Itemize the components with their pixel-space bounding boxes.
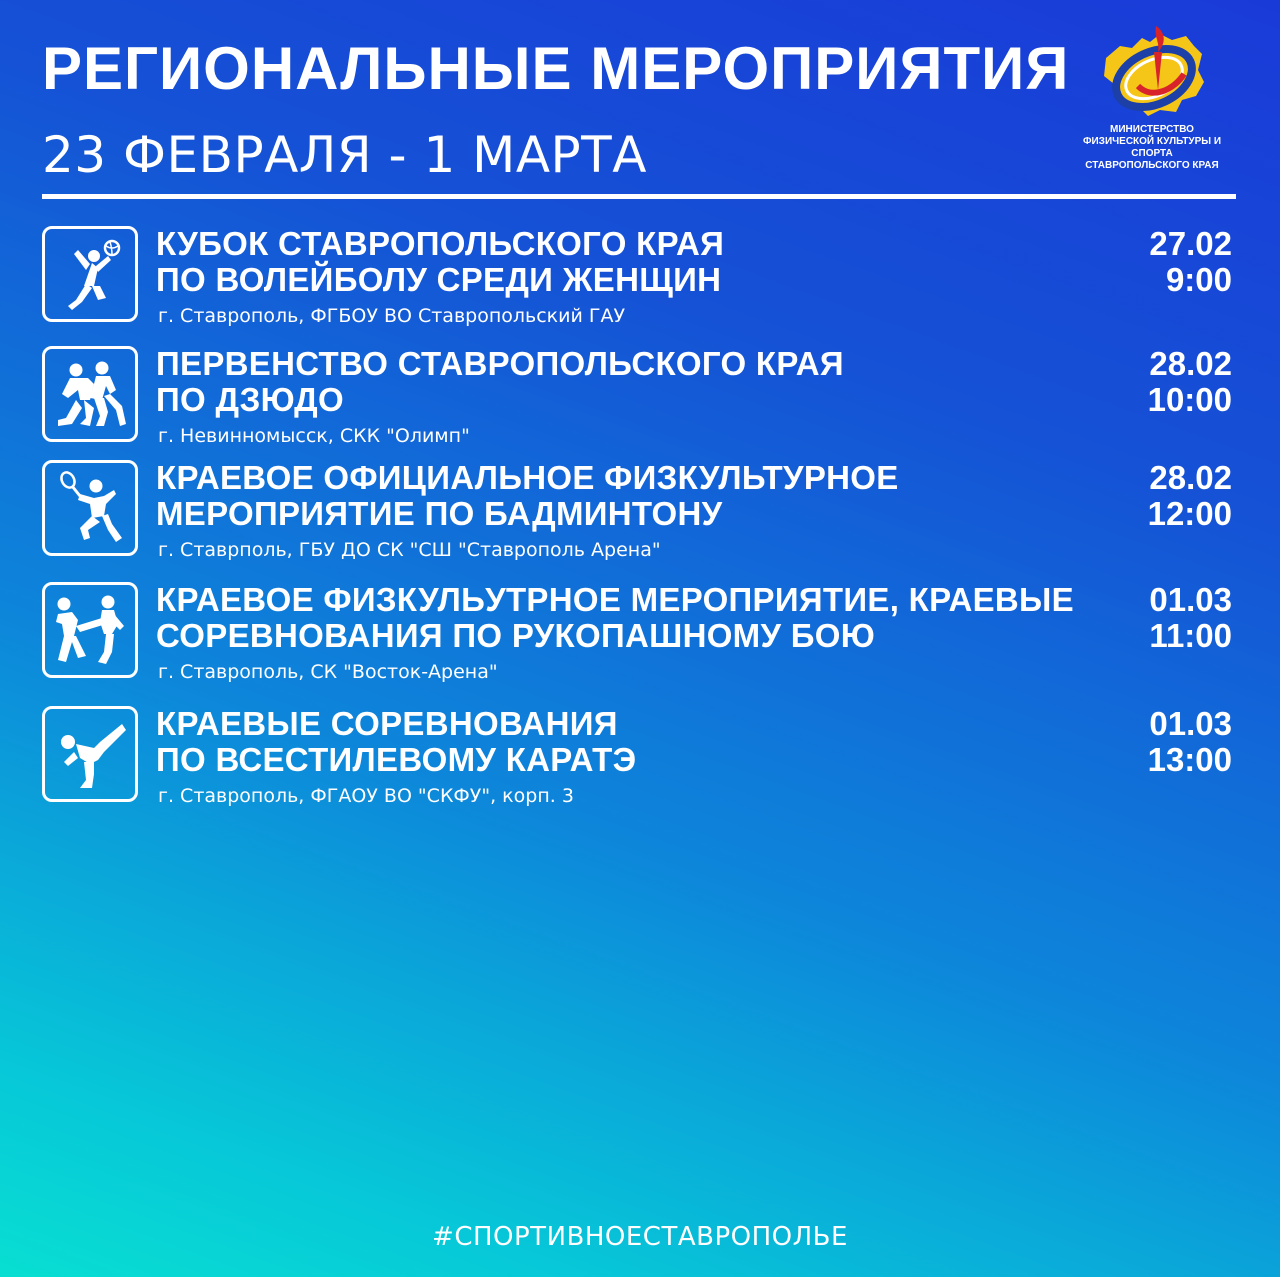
event-place: г. Ставрполь, ГБУ ДО СК "СШ "Ставрополь Арена": [158, 539, 661, 561]
event-place: г. Ставрополь, ФГАОУ ВО "СКФУ", корп. 3: [158, 785, 574, 807]
event-time: 10:00: [1147, 381, 1232, 418]
event-title: КУБОК СТАВРОПОЛЬСКОГО КРАЯ: [156, 225, 725, 262]
event-date: 28.02: [1149, 345, 1232, 382]
event-title: ПО ВСЕСТИЛЕВОМУ КАРАТЭ: [156, 741, 637, 778]
badminton-icon: [42, 460, 138, 556]
event-title: КРАЕВЫЕ СОРЕВНОВАНИЯ: [156, 705, 618, 742]
header-divider: [42, 194, 1236, 199]
event-title: СОРЕВНОВАНИЯ ПО РУКОПАШНОМУ БОЮ: [156, 617, 876, 654]
event-date: 01.03: [1149, 581, 1232, 618]
event-title: КРАЕВОЕ ОФИЦИАЛЬНОЕ ФИЗКУЛЬТУРНОЕ: [156, 459, 899, 496]
event-item: [42, 582, 1236, 682]
hashtag: #СПОРТИВНОЕСТАВРОПОЛЬЕ: [432, 1222, 848, 1252]
logo-text-line: СТАВРОПОЛЬСКОГО КРАЯ: [1085, 160, 1219, 171]
page-title: РЕГИОНАЛЬНЫЕ МЕРОПРИЯТИЯ: [42, 35, 1070, 102]
hand-to-hand-combat-icon: [42, 582, 138, 678]
event-time: 13:00: [1147, 741, 1232, 778]
event-date: 27.02: [1149, 225, 1232, 262]
event-time: 12:00: [1147, 495, 1232, 532]
event-title: КРАЕВОЕ ФИЗКУЛЬУТРНОЕ МЕРОПРИЯТИЕ, КРАЕВЫЕ: [156, 581, 1074, 618]
event-time: 11:00: [1149, 617, 1232, 654]
event-item: [42, 460, 1236, 560]
event-place: г. Ставрополь, ФГБОУ ВО Ставропольский ГАУ: [158, 305, 626, 327]
event-place: г. Невинномысск, СКК "Олимп": [158, 425, 470, 447]
event-item: [42, 226, 1236, 326]
event-title: МЕРОПРИЯТИЕ ПО БАДМИНТОНУ: [156, 495, 723, 532]
logo-text-line: МИНИСТЕРСТВО: [1110, 124, 1194, 135]
karate-icon: [42, 706, 138, 802]
event-date: 01.03: [1149, 705, 1232, 742]
event-time: 9:00: [1165, 261, 1232, 298]
event-place: г. Ставрополь, СК "Восток-Арена": [158, 661, 498, 683]
judo-icon: [42, 346, 138, 442]
logo-text-line: ФИЗИЧЕСКОЙ КУЛЬТУРЫ И СПОРТА: [1082, 136, 1222, 159]
date-range: 23 ФЕВРАЛЯ - 1 МАРТА: [42, 126, 647, 184]
event-date: 28.02: [1149, 459, 1232, 496]
volleyball-icon: [42, 226, 138, 322]
event-title: ПЕРВЕНСТВО СТАВРОПОЛЬСКОГО КРАЯ: [156, 345, 844, 382]
event-item: [42, 706, 1236, 806]
event-item: [42, 346, 1236, 446]
ministry-logo: [1062, 20, 1242, 171]
event-title: ПО ВОЛЕЙБОЛУ СРЕДИ ЖЕНЩИН: [156, 261, 722, 298]
ministry-emblem-icon: [1098, 20, 1208, 120]
event-title: ПО ДЗЮДО: [156, 381, 344, 418]
